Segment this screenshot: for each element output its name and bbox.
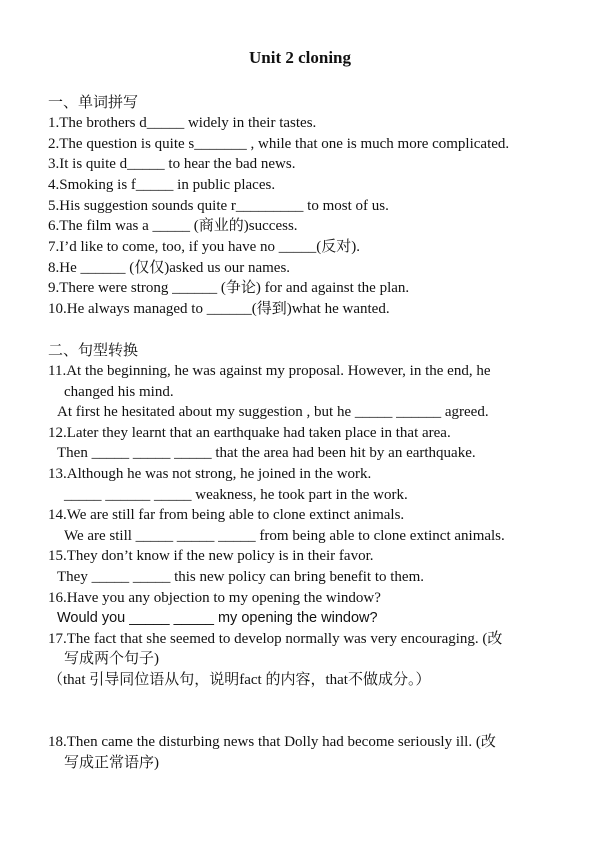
vocab-item-9: 9.There were strong ______ (争论) for and against the plan. <box>48 280 410 296</box>
transform-item-18-cont: 写成正常语序) <box>64 755 159 771</box>
vocab-item-5: 5.His suggestion sounds quite r_________ to most of us. <box>48 198 389 214</box>
section-heading-sentence-transform: 二、句型转换 <box>48 343 139 359</box>
transform-item-12-answer: Then _____ _____ _____ that the area had been hit by an earthquake. <box>57 445 476 461</box>
transform-item-15: 15.They don’t know if the new policy is in their favor. <box>48 548 374 564</box>
vocab-item-1: 1.The brothers d_____ widely in their tastes. <box>48 115 317 131</box>
vocab-item-2: 2.The question is quite s_______ , while that one is much more complicated. <box>48 136 510 152</box>
transform-item-15-answer: They _____ _____ this new policy can bring benefit to them. <box>57 569 425 585</box>
vocab-item-6: 6.The film was a _____ (商业的)success. <box>48 218 298 234</box>
page-title: Unit 2 cloning <box>248 48 352 67</box>
transform-item-12: 12.Later they learnt that an earthquake had taken place in that area. <box>48 425 451 441</box>
vocab-item-7: 7.I’d like to come, too, if you have no _____(反对). <box>48 239 361 255</box>
transform-item-16-answer: Would you _____ _____ my opening the window? <box>57 610 378 626</box>
vocab-item-3: 3.It is quite d_____ to hear the bad news. <box>48 156 296 172</box>
transform-item-13: 13.Although he was not strong, he joined in the work. <box>48 466 372 482</box>
transform-item-13-answer: _____ ______ _____ weakness, he took part in the work. <box>64 487 408 503</box>
transform-item-17-cont: 写成两个句子) <box>64 651 159 667</box>
vocab-item-4: 4.Smoking is f_____ in public places. <box>48 177 276 193</box>
transform-item-17: 17.The fact that she seemed to develop normally was very encouraging. (改 <box>48 631 503 647</box>
transform-item-11: 11.At the beginning, he was against my proposal. However, in the end, he <box>48 363 491 379</box>
transform-item-17-note: （that 引导同位语从句，说明fact 的内容，that不做成分。） <box>48 672 431 688</box>
section-heading-vocabulary: 一、单词拼写 <box>48 95 139 111</box>
transform-item-14-answer: We are still _____ _____ _____ from being able to clone extinct animals. <box>64 528 505 544</box>
vocab-item-10: 10.He always managed to ______(得到)what he wanted. <box>48 301 390 317</box>
vocab-item-8: 8.He ______ (仅仅)asked us our names. <box>48 260 291 276</box>
transform-item-11-cont: changed his mind. <box>64 384 174 400</box>
transform-item-16: 16.Have you any objection to my opening the window? <box>48 590 381 606</box>
transform-item-11-answer: At first he hesitated about my suggestion , but he _____ ______ agreed. <box>57 404 489 420</box>
transform-item-14: 14.We are still far from being able to clone extinct animals. <box>48 507 405 523</box>
transform-item-18: 18.Then came the disturbing news that Dolly had become seriously ill. (改 <box>48 734 496 750</box>
